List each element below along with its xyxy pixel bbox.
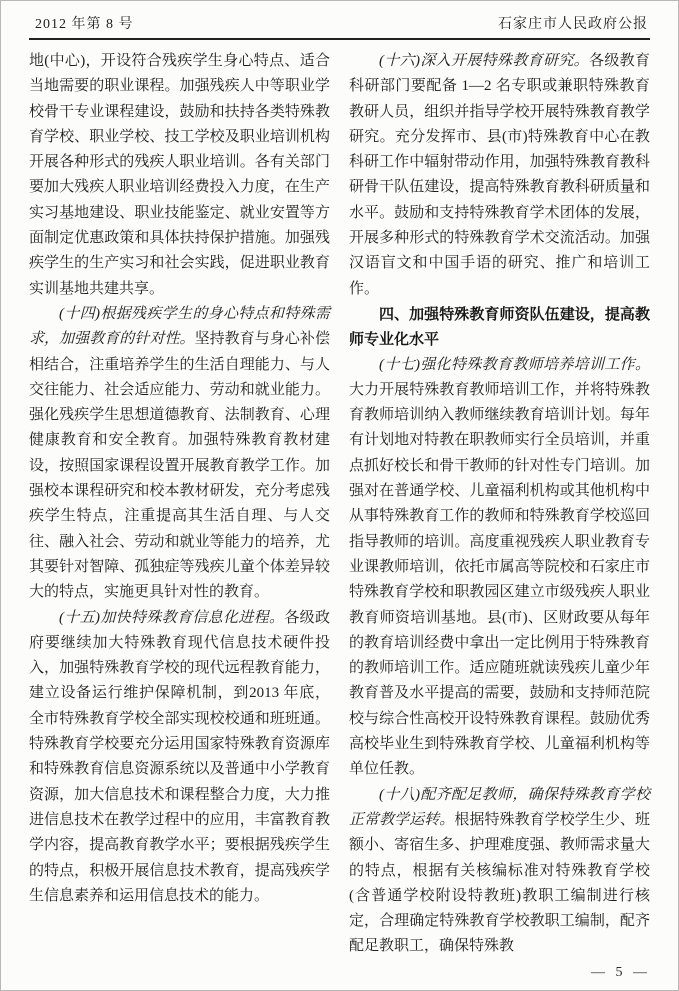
footer-left-dash: — — [591, 965, 605, 980]
paragraph — [349, 783, 650, 960]
right-column — [349, 49, 650, 960]
paragraph — [349, 49, 650, 302]
paragraph — [29, 302, 330, 606]
left-column — [29, 49, 330, 960]
text-segment: 坚持教育与身心补偿相结合，注重培养学生的生活自理能力、与人交往能力、社会适应能力、劳动和就业能力。强化残疾学生思想道德教育、法制教育、心理健康教育和安全教育。加强特殊教育教材建设，按照国家课程设置开展教育教学工作。加强校本课程研究和校本教材研发，充分考虑残疾学生特点，注重提高其生活自理、与人交往、融入社会、劳动和就业等能力的培养，尤其要针对智障、孤独症等残疾儿童个体差异较大的特点，实施更具针对性的教育。 — [29, 331, 330, 601]
page-header — [1, 1, 678, 38]
issue-number: 2012 年第 8 号 — [35, 17, 134, 32]
clause-title: (十七)强化特殊教育教师培养培训工作。 — [379, 356, 650, 373]
page-footer — [584, 965, 654, 981]
text-segment: 大力开展特殊教育教师培训工作，并将特殊教育教师培训纳入教师继续教育培训计划。每年有计划地对特教在职教师实行全员培训，并重点抓好校长和骨干教师的针对性专门培训。加强对在普通学校、儿童福利机构或其他机构中从事特殊教育工作的教师和特殊教育学校巡回指导教师的培训。高度重视残疾人职业教育专业课教师培训，依托市属高等院校和石家庄市特殊教育学校和职教园区建立市级残疾人职业教育师资培训基地。县(市)、区财政要从每年的教育培训经费中拿出一定比例用于特殊教育的教师培训工作。适应随班就读残疾儿童少年教育普及水平提高的需要，鼓励和支持师范院校与综合性高校开设特殊教育课程。鼓励优秀高校毕业生到特殊教育学校、儿童福利机构等单位任教。 — [349, 381, 650, 778]
page-number: 5 — [615, 965, 623, 980]
footer-right-dash: — — [633, 965, 647, 980]
text-segment: 各级政府要继续加大特殊教育现代信息技术硬件投入，加强特殊教育学校的现代远程教育能力，建立设备运行维护保障机制，到2013 年底，全市特殊教育学校全部实现校校通和班班通。特殊教育学校要充分运用国家特殊教育资源库和特殊教育信息资源系统以及普通中小学教育资源，加大信息技术和课程整合力度，大力推进信息技术在教学过程中的应用，丰富教育教学内容，提高教育教学水平；要根据残疾学生的特点，积极开展信息技术教育，提高残疾学生信息素养和运用信息技术的能力。 — [29, 609, 330, 904]
paragraph — [29, 606, 330, 910]
text-segment: 地(中心)，开设符合残疾学生身心特点、适合当地需要的职业课程。加强残疾人中等职业学校骨干专业课程建设，鼓励和扶持各类特殊教育学校、职业学校、技工学校及职业培训机构开展各种形式的残疾人职业培训。各有关部门要加大残疾人职业培训经费投入力度，在生产实习基地建设、职业技能鉴定、就业安置等方面制定优惠政策和具体扶持保护措施。加强残疾学生的生产实习和社会实践，促进职业教育实训基地共建共享。 — [29, 53, 330, 297]
gazette-title: 石家庄市人民政府公报 — [498, 17, 648, 32]
text-columns — [1, 40, 678, 960]
clause-title: (十八)配齐配足教师，确保特殊教育学校正常教学运转。 — [349, 786, 650, 828]
text-segment: 根据特殊教育学校学生少、班额小、寄宿生多、护理难度强、教师需求量大的特点，根据有关核编标准对特殊教育学校(含普通学校附设特教班)教职工编制进行核定，合理确定特殊教育学校教职工编制，配齐配足教职工，确保特殊教 — [349, 811, 650, 955]
text-segment: 四、加强特殊教育师资队伍建设，提高教师专业化水平 — [349, 305, 650, 349]
clause-title: (十五)加快特殊教育信息化进程。 — [59, 609, 285, 626]
paragraph — [29, 49, 330, 302]
clause-title: (十六)深入开展特殊教育研究。 — [379, 53, 589, 69]
section-heading — [349, 302, 650, 353]
text-segment: 各级教育科研部门要配备 1—2 名专职或兼职特殊教育教研人员，组织并指导学校开展特殊教育教学研究。充分发挥市、县(市)特殊教育中心在教科研工作中辐射带动作用，加强特殊教育教科研骨干队伍建设，提高特殊教育教科研质量和水平。鼓励和支持特殊教育学术团体的发展，开展多种形式的特殊教育学术交流活动。加强汉语盲文和中国手语的研究、推广和培训工作。 — [349, 53, 650, 297]
clause-title: (十四)根据残疾学生的身心特点和特殊需求，加强教育的针对性。 — [29, 305, 330, 348]
paragraph — [349, 353, 650, 783]
